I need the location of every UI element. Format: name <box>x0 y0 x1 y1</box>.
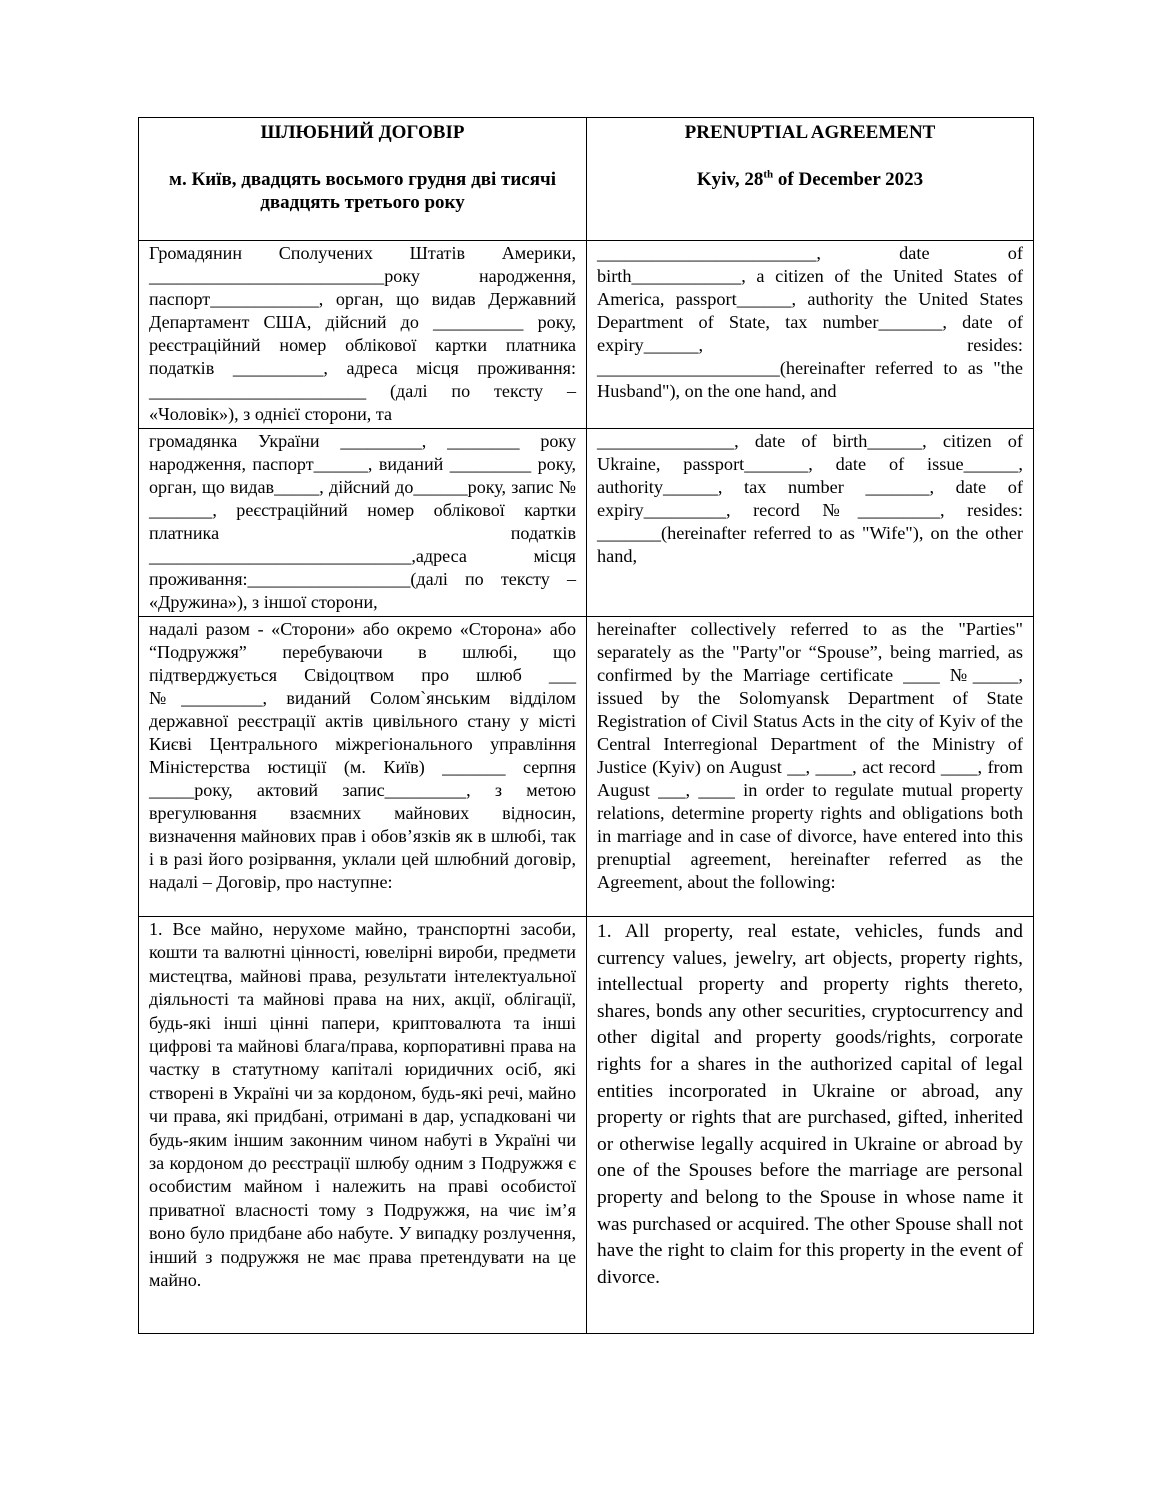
en-place-date <box>597 168 1023 191</box>
en-place-sup: th <box>763 168 774 181</box>
ua-parties-text: надалі разом - «Сторони» або окремо «Сторона» або “Подружжя” перебуваючи в шлюбі, що підтверджується Свідоцтвом про шлюб ___ №_________, виданий Солом`янським відділом державної реєстрації актів цивільного стану у місті Києві Центрального міжрегіонального управління Міністерства юстиції (м. Київ) _______ серпня _____року, актовий запис_________, з метою врегулювання взаємних майнових відносин, визначення майнових прав і обов’язків як в шлюбі, так і в разі його розірвання, уклали цей шлюбний договір, надалі – Договір, про наступне: <box>149 619 576 892</box>
ua-parties-cell <box>139 617 587 917</box>
ua-header-cell <box>139 118 587 241</box>
en-clause-1-cell <box>587 917 1034 1334</box>
en-place-suffix: of December 2023 <box>773 169 924 190</box>
en-title: PRENUPTIAL AGREEMENT <box>684 122 936 143</box>
header-row <box>139 118 1034 241</box>
parties-row <box>139 617 1034 917</box>
ua-clause-1-cell <box>139 917 587 1334</box>
ua-place-date: м. Київ, двадцять восьмого грудня дві тисячі двадцять третього року <box>169 169 556 213</box>
en-parties-text: hereinafter collectively referred to as the "Parties" separately as the "Party"or “Spouse”, being married, as confirmed by the Marriage certificate ____ №_____, issued by the Solomyansk Department of State Registration of Civil Status Acts in the city of Kyiv of the Central Interregional Department of the Ministry of Justice (Kyiv) on August __, ____, act record ____, from August ___, ____ in order to regulate mutual property relations, determine property rights and obligations both in marriage and in case of divorce, have entered into this prenuptial agreement, hereinafter referred as the Agreement, about the following: <box>597 619 1023 892</box>
en-husband-text: ________________________, date of birth____________, a citizen of the United States of America, passport______, authority the United States Department of State, tax number_______, date of expiry______, resides: ____________________(hereinafter referred to as "the Husband"), on the one hand, and <box>597 243 1023 401</box>
wife-row <box>139 429 1034 617</box>
ua-wife-text: громадянка України _________, ________ року народження, паспорт______, виданий _________ року, орган, що видав_____, дійсний до______року, запис № _______, реєстраційний номер облікової картки платника податків _____________________________,адреса місця проживання:__________________(далі по тексту – «Дружина»), з іншої сторони, <box>149 431 576 612</box>
husband-row <box>139 241 1034 429</box>
en-husband-cell <box>587 241 1034 429</box>
agreement-table <box>138 117 1034 1334</box>
en-wife-cell <box>587 429 1034 617</box>
ua-title: ШЛЮБНИЙ ДОГОВІР <box>260 122 465 143</box>
en-parties-cell <box>587 617 1034 917</box>
en-header-cell <box>587 118 1034 241</box>
en-wife-text: _______________, date of birth______, citizen of Ukraine, passport_______, date of issue______, authority______, tax number _______, date of expiry_________, record №_________, resides: _______(hereinafter referred to as "Wife"), on the other hand, <box>597 431 1023 566</box>
clause-1-row <box>139 917 1034 1334</box>
ua-clause-1-text: 1. Все майно, нерухоме майно, транспортні засоби, кошти та валютні цінності, ювелірні вироби, предмети мистецтва, майнові права, результати інтелектуальної діяльності та майнові права на них, акції, облігації, будь-які інші цінні папери, криптовалюта та інші цифрові та майнові блага/права, корпоративні права на частку в статутному капіталі юридичних осіб, які створені в Україні чи за кордоном, будь-які речі, майно чи права, які придбані, отримані в дар, успадковані чи будь-яким іншим законним чином набуті в Україні чи за кордоном до реєстрації шлюбу одним з Подружжя є особистим майном і належить на праві особистої приватної власності тому з Подружжя, на чиє ім’я воно було придбане або набуте. У випадку розлучення, інший з подружжя не має права претендувати на це майно. <box>149 919 576 1291</box>
ua-husband-text: Громадянин Сполучених Штатів Америки, __________________________року народження, паспорт____________, орган, що видав Державний Департамент США, дійсний до __________ року, реєстраційний номер облікової картки платника податків __________, адреса місця проживання: ________________________ (далі по тексту – «Чоловік»), з однієї сторони, та <box>149 243 576 424</box>
en-place-prefix: Kyiv, 28 <box>696 169 764 190</box>
en-clause-1-text: 1. All property, real estate, vehicles, funds and currency values, jewelry, art objects, property rights, intellectual property and property rights thereto, shares, bonds any other securities, cryptocurrency and other digital and property goods/rights, corporate rights for a shares in the authorized capital of legal entities incorporated in Ukraine or abroad, any property or rights that are purchased, gifted, inherited or otherwise legally acquired in Ukraine or abroad by one of the Spouses before the marriage are personal property and belong to the Spouse in whose name it was purchased or acquired. The other Spouse shall not have the right to claim for this property in the event of divorce. <box>597 921 1023 1288</box>
ua-wife-cell <box>139 429 587 617</box>
ua-husband-cell <box>139 241 587 429</box>
